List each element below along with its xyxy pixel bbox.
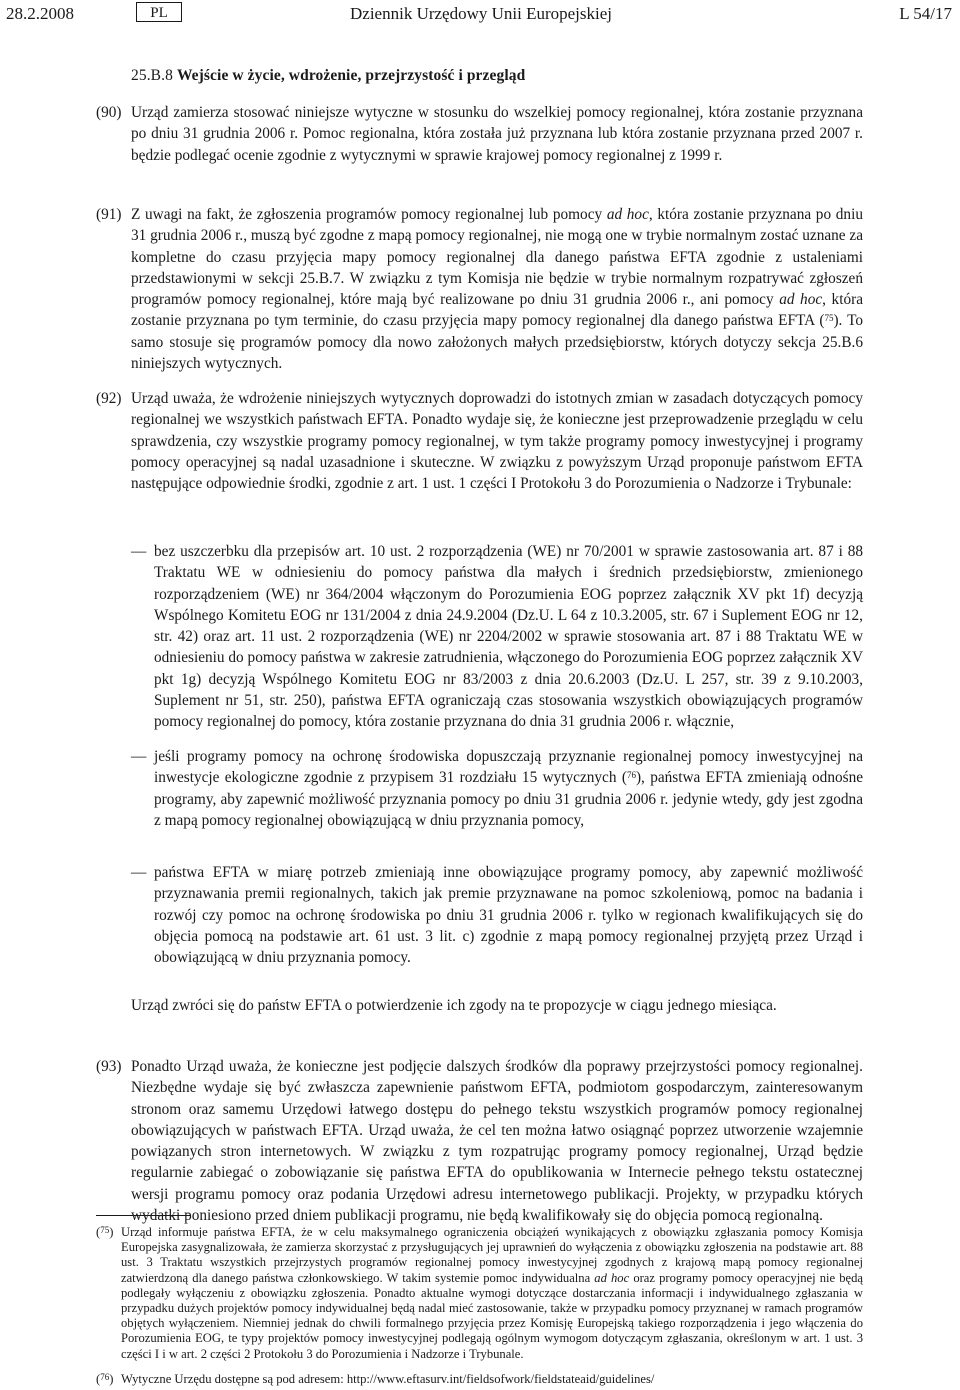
dash-marker: — <box>131 864 147 881</box>
paragraph-number: (91) <box>96 206 122 223</box>
section-title: Wejście w życie, wdrożenie, przejrzystość i przegląd <box>176 67 526 84</box>
paragraph-text: Urząd zamierza stosować niniejsze wytyczne w stosunku do wszelkiej pomocy regionalnej, która zostanie przyznana po dniu 31 grudnia 2006 r. Pomoc regionalna, która została już przyznana lub która zostanie przyznana przed 2007 r. będzie podlegać ocenie zgodnie z wytycznymi w sprawie krajowej pomocy regionalnej z 1999 r. <box>131 104 863 164</box>
paragraph-92 <box>96 388 863 494</box>
language-badge: PL <box>136 2 182 22</box>
footnote-ref-75[interactable]: 75 <box>824 313 834 324</box>
footnote-marker: ($^{76}$) <box>96 1372 114 1386</box>
footnote-76 <box>96 1372 863 1387</box>
footnote-text: Wytyczne Urzędu dostępne są pod adresem: http://www.eftasurv.int/fieldsofwork/fieldstateaid/guidelines/ <box>121 1372 655 1386</box>
footnote-text: Urząd informuje państwa EFTA, że w celu maksymalnego ograniczenia obciążeń wynikających z obowiązku zgłaszania pomocy Komisja Europejska zasygnalizowała, że zamierza skorzystać z przysługujących jej uprawnień do wyłączenia z obowiązku zgłoszenia na podstawie art. 88 ust. 3 Traktatu wszystkich przejrzystych programów regionalnej pomocy inwestycyjnej zgodnych z krajową mapą pomocy regionalnej zatwierdzoną dla danego państwa członkowskiego. W takim systemie pomoc indywidualna ad hoc oraz programy pomocy operacyjnej nie będą podlegały wyłączeniu z obowiązku zgłoszenia. Ponadto aktualne wymogi dotyczące dostarczania informacji i indywidualnego zgłaszania w przypadku dużych projektów pomocy indywidualnej będą nadal mieć zastosowanie, także w przypadku pomocy przyznanej w ramach programów objętych wyłączeniem. Niemniej jednak do chwili formalnego przyjęcia przez Komisję Europejską takiego rozporządzenia i jego włączenia do Porozumienia EOG, te typy projektów pomocy inwestycyjnej podlegają ogólnym wymogom dotyczącym zgłaszania, określonym w art. 1 ust. 3 części I i w art. 2 części 2 Protokołu 3 do Porozumienia i Nadzorze i Trybunale. <box>121 1225 863 1361</box>
indent-text: państwa EFTA w miarę potrzeb zmieniają inne obowiązujące programy pomocy, aby zapewnić możliwość przyznawania premii regionalnych, takich jak premie przyznawane na pomoc szkoleniową, pomoc na badania i rozwój czy pomoc na ochronę środowiska po dniu 31 grudnia 2006 r. tylko w regionach kwalifikujących się do objęcia pomocą na podstawie art. 61 ust. 3 lit. c) zgodnie z mapą pomocy regionalnej przyjętą przez Urząd i obowiązującą w dniu przyznania pomocy. <box>154 864 863 967</box>
section-number: 25.B.8 <box>131 67 173 84</box>
paragraph-90 <box>96 102 863 166</box>
paragraph-number: (90) <box>96 104 122 121</box>
paragraph-91 <box>96 204 863 374</box>
indent-item-1 <box>131 541 863 733</box>
dash-marker: — <box>131 543 147 560</box>
paragraph-number: (93) <box>96 1058 122 1075</box>
footnote-marker: ($^{75}$) <box>96 1225 114 1239</box>
page-header <box>0 4 960 30</box>
closing-sentence: Urząd zwróci się do państw EFTA o potwierdzenie ich zgody na te propozycje w ciągu jednego miesiąca. <box>131 997 777 1014</box>
publication-date: 28.2.2008 <box>6 4 74 23</box>
indent-text: bez uszczerbku dla przepisów art. 10 ust. 2 rozporządzenia (WE) nr 70/2001 w sprawie zastosowania art. 87 i 88 Traktatu WE w odniesieniu do pomocy państwa dla małych i średnich przedsiębiorstw, zmienionego rozporządzeniem (WE) nr 364/2004 włączonym do Porozumienia EOG poprzez załącznik XV pkt 1f) decyzją Wspólnego Komitetu EOG nr 131/2004 z dnia 24.9.2004 (Dz.U. L 64 z 10.3.2005, str. 67 i Suplement EOG nr 12, str. 42) oraz art. 11 ust. 2 rozporządzenia (WE) nr 2204/2002 w sprawie stosowania art. 87 i 88 Traktatu WE w odniesieniu do pomocy państwa w zakresie zatrudnienia, włączonego do Porozumienia EOG poprzez załącznik XV pkt 1g) decyzją Wspólnego Komitetu EOG nr 83/2003 z dnia 20.6.2003 (Dz.U. L 257, str. 39 z 9.10.2003, Suplement nr 51, str. 250), państwa EFTA ograniczają czas stosowania wszystkich obowiązujących programów pomocy regionalnej do pomocy, która zostanie przyznana do dnia 31 grudnia 2006 r. włącznie, <box>154 543 863 731</box>
page-reference: L 54/17 <box>899 4 952 23</box>
indent-text: jeśli programy pomocy na ochronę środowiska dopuszczają przyznanie regionalnej pomocy inwestycyjnej na inwestycje ekologiczne zgodnie z przypisem 31 rozdziału 15 wytycznych ($^{76}$), państwa EFTA zmieniają odnośne programy, aby zapewnić możliwość przyznania pomocy po dniu 31 grudnia 2006 r. jedynie wtedy, gdy jest zgodna z mapą pomocy regionalnej obowiązującą w dniu przyznania pomocy, <box>154 748 864 829</box>
paragraph-text: Ponadto Urząd uważa, że konieczne jest podjęcie dalszych środków dla poprawy przejrzystości pomocy regionalnej. Niezbędne wydaje się być zwłaszcza zapewnienie państwom EFTA, podmiotom gospodarczym, zainteresowanym stronom oraz samemu Urzędowi łatwego dostępu do pełnego tekstu wszystkich programów pomocy regionalnej obowiązujących w państwach EFTA. Urząd uważa, że cel ten można łatwo osiągnąć poprzez utworzenie wzajemnie powiązanych stron internetowych. W związku z tym rozpatrując programy pomocy regionalnej, Urząd będzie regularnie zabiegać o zobowiązanie się państwa EFTA do opublikowania w Internecie pełnego tekstu ostatecznej wersji programu pomocy oraz podania Urzędowi adresu internetowego publikacji. Projekty, w przypadku których wydatki poniesiono przed dniem publikacji programu, nie będą kwalifikowały się do objęcia pomocą regionalną. <box>131 1058 863 1225</box>
footnote-75 <box>96 1225 863 1362</box>
indent-item-2 <box>131 746 863 831</box>
dash-marker: — <box>131 748 147 765</box>
footnote-divider <box>96 1215 191 1216</box>
paragraph-text: Z uwagi na fakt, że zgłoszenia programów pomocy regionalnej lub pomocy ad hoc, która zostanie przyznana po dniu 31 grudnia 2006 r., muszą być zgodne z mapą pomocy regionalnej, nie mogą one w trybie normalnym zostać uznane za kompletne do czasu przyjęcia mapy pomocy regionalnej dla danego państwa EFTA zgodnie z ustaleniami przedstawionymi w sekcji 25.B.7. W związku z tym Komisja nie będzie w trybie normalnym rozpatrywać zgłoszeń programów pomocy regionalnej, które mają być realizowane po dniu 31 grudnia 2006 r., ani pomocy ad hoc, która zostanie przyznana po tym terminie, do czasu przyjęcia mapy pomocy regionalnej dla danego państwa EFTA ($^{75}$). To samo stosuje się programów pomocy dla nowo założonych małych przedsiębiorstw, których dotyczy sekcja 25.B.6 niniejszych wytycznych. <box>131 206 863 373</box>
paragraph-number: (92) <box>96 390 122 407</box>
footnote-ref-76[interactable]: 76 <box>626 770 636 781</box>
journal-title: Dziennik Urzędowy Unii Europejskiej <box>350 4 613 23</box>
section-heading <box>131 67 525 85</box>
paragraph-text: Urząd uważa, że wdrożenie niniejszych wytycznych doprowadzi do istotnych zmian w zasadach dotyczących pomocy regionalnej we wszystkich państwach EFTA. Ponadto wydaje się, że konieczne jest przeprowadzenie przeglądu w celu sprawdzenia, czy wszystkie programy pomocy regionalnej, w tym także programy pomocy inwestycyjnej i programy pomocy operacyjnej są nadal uzasadnione i skuteczne. W związku z powyższym Urząd proponuje państwom EFTA następujące odpowiednie środki, zgodnie z art. 1 ust. 1 części I Protokołu 3 do Porozumienia o Nadzorze i Trybunale: <box>131 390 863 493</box>
indent-item-3 <box>131 862 863 968</box>
paragraph-93 <box>96 1056 863 1226</box>
